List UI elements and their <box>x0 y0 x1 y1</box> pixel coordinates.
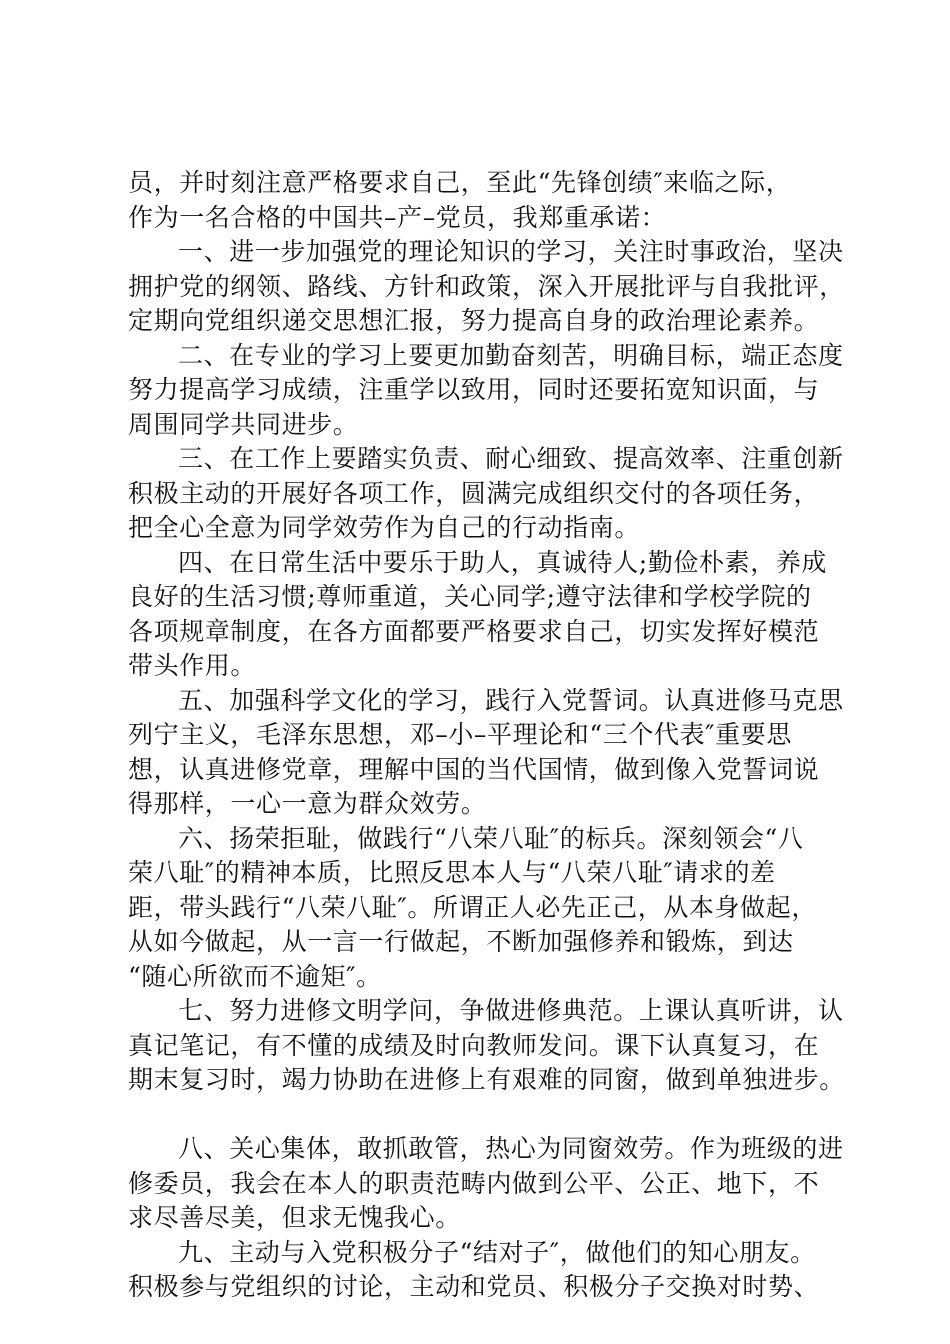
paragraph-9-start: 九、主动与入党积极分子“结对子″，做他们的知心朋友。 <box>178 1237 816 1267</box>
text-line: 作为一名合格的中国共–产–党员，我郑重承诺： <box>128 202 667 232</box>
text-line: 期末复习时，竭力协助在进修上有艰难的同窗，做到单独进步。 <box>128 1065 845 1094</box>
text-line: 求尽善尽美，但求无愧我心。 <box>128 1203 461 1232</box>
paragraph-7-start: 七、努力进修文明学问，争做进修典范。上课认真听讲，认 <box>178 996 844 1025</box>
text-line: 修委员，我会在本人的职责范畴内做到公平、公正、地下，不 <box>128 1168 820 1198</box>
blank-line <box>128 1098 848 1133</box>
text-line: 良好的生活习惯;尊师重道，关心同学;遵守法律和学校学院的 <box>128 582 812 611</box>
paragraph-1-start: 一、进一步加强党的理论知识的学习，关注时事政治，坚决 <box>178 237 844 266</box>
paragraph-8-start: 八、关心集体，敢抓敢管，热心为同窗效劳。作为班级的进 <box>178 1134 844 1163</box>
text-line: 距，带头践行“八荣八耻″。所谓正人必先正己，从本身做起， <box>128 892 817 922</box>
text-line: 各项规章制度，在各方面都要严格要求自己，切实发挥好模范 <box>128 616 820 646</box>
text-line: 荣八耻″的精神本质，比照反思本人与“八荣八耻″请求的差 <box>128 858 776 887</box>
paragraph-6-start: 六、扬荣拒耻，做践行“八荣八耻″的标兵。深刻领会“八 <box>178 823 804 853</box>
text-line: 列宁主义，毛泽东思想，邓–小–平理论和“三个代表″重要思 <box>128 720 792 749</box>
text-line: 积极参与党组织的讨论，主动和党员、积极分子交换对时势、 <box>128 1272 820 1301</box>
text-line: 把全心全意为同学效劳作为自己的行动指南。 <box>128 513 641 542</box>
text-line: 定期向党组织递交思想汇报，努力提高自身的政治理论素养。 <box>128 306 820 335</box>
text-line: 带头作用。 <box>128 651 257 680</box>
paragraph-4-start: 四、在日常生活中要乐于助人，真诚待人;勤俭朴素，养成 <box>178 547 828 577</box>
document-body <box>128 166 848 1305</box>
text-line: 拥护党的纲领、路线、方针和政策，深入开展批评与自我批评， <box>128 271 845 301</box>
paragraph-5-start: 五、加强科学文化的学习，践行入党誓词。认真进修马克思 <box>178 685 844 715</box>
text-line: 周围同学共同进步。 <box>128 409 359 439</box>
text-line: 努力提高学习成绩，注重学以致用，同时还要拓宽知识面，与 <box>128 375 820 404</box>
text-line: 想，认真进修党章，理解中国的当代国情，做到像入党誓词说 <box>128 754 820 784</box>
text-line: 积极主动的开展好各项工作，圆满完成组织交付的各项任务， <box>128 478 820 508</box>
text-line: 从如今做起，从一言一行做起，不断加强修养和锻炼，到达 <box>128 927 794 956</box>
text-line: “随心所欲而不逾矩″。 <box>128 961 382 991</box>
text-line: 得那样，一心一意为群众效劳。 <box>128 789 487 818</box>
paragraph-3-start: 三、在工作上要踏实负责、耐心细致、提高效率、注重创新 <box>178 444 844 473</box>
text-line: 员，并时刻注意严格要求自己，至此“先锋创绩″来临之际， <box>128 168 792 197</box>
text-line: 真记笔记，有不懂的成绩及时向教师发问。课下认真复习，在 <box>128 1030 820 1060</box>
paragraph-2-start: 二、在专业的学习上要更加勤奋刻苦，明确目标，端正态度 <box>178 340 844 370</box>
